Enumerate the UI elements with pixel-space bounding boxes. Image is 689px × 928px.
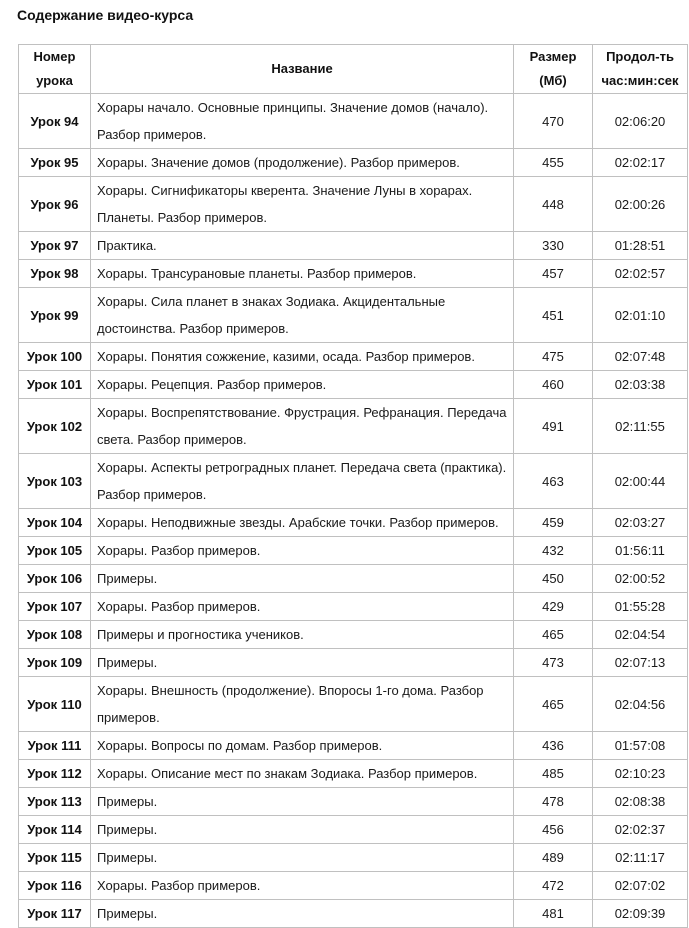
table-row (19, 593, 688, 621)
lesson-title-cell: Примеры. (91, 900, 514, 928)
table-row (19, 343, 688, 371)
duration-cell: 02:11:17 (593, 844, 688, 872)
table-header (19, 45, 688, 94)
duration-cell: 02:08:38 (593, 788, 688, 816)
column-header-duration: Продол-ть час:мин:сек (593, 45, 688, 94)
lesson-title-cell: Хорары. Воспрепятствование. Фрустрация. Рефранация. Передача света. Разбор примеров. (91, 399, 514, 454)
lesson-number-cell: Урок 96 (19, 177, 91, 232)
lesson-title-cell: Хорары. Значение домов (продолжение). Разбор примеров. (91, 149, 514, 177)
table-row (19, 732, 688, 760)
size-cell: 463 (514, 454, 593, 509)
duration-cell: 02:10:23 (593, 760, 688, 788)
table-row (19, 872, 688, 900)
lesson-title-cell: Хорары. Трансурановые планеты. Разбор примеров. (91, 260, 514, 288)
column-header-size: Размер (Мб) (514, 45, 593, 94)
table-row (19, 288, 688, 343)
duration-cell: 02:02:17 (593, 149, 688, 177)
size-cell: 448 (514, 177, 593, 232)
course-contents-table (18, 44, 688, 928)
lesson-title-cell: Хорары. Разбор примеров. (91, 537, 514, 565)
lesson-number-cell: Урок 104 (19, 509, 91, 537)
size-cell: 457 (514, 260, 593, 288)
table-row (19, 900, 688, 928)
table-row (19, 677, 688, 732)
table-row (19, 565, 688, 593)
lesson-title-cell: Примеры. (91, 649, 514, 677)
table-row (19, 649, 688, 677)
lesson-title-cell: Примеры. (91, 844, 514, 872)
size-cell: 475 (514, 343, 593, 371)
lesson-title-cell: Хорары. Неподвижные звезды. Арабские точки. Разбор примеров. (91, 509, 514, 537)
duration-cell: 02:04:54 (593, 621, 688, 649)
size-cell: 481 (514, 900, 593, 928)
duration-cell: 02:09:39 (593, 900, 688, 928)
duration-cell: 02:03:27 (593, 509, 688, 537)
lesson-title-cell: Хорары начало. Основные принципы. Значение домов (начало). Разбор примеров. (91, 94, 514, 149)
table-row (19, 621, 688, 649)
duration-cell: 02:04:56 (593, 677, 688, 732)
lesson-title-cell: Хорары. Вопросы по домам. Разбор примеров. (91, 732, 514, 760)
size-cell: 485 (514, 760, 593, 788)
lesson-title-cell: Примеры. (91, 565, 514, 593)
table-row (19, 816, 688, 844)
table-row (19, 537, 688, 565)
lesson-number-cell: Урок 112 (19, 760, 91, 788)
lesson-title-cell: Хорары. Сила планет в знаках Зодиака. Акцидентальные достоинства. Разбор примеров. (91, 288, 514, 343)
lesson-number-cell: Урок 102 (19, 399, 91, 454)
column-header-title: Название (91, 45, 514, 94)
duration-cell: 02:02:37 (593, 816, 688, 844)
duration-cell: 01:28:51 (593, 232, 688, 260)
size-cell: 470 (514, 94, 593, 149)
table-row (19, 371, 688, 399)
table-row (19, 94, 688, 149)
duration-cell: 01:55:28 (593, 593, 688, 621)
lesson-title-cell: Хорары. Рецепция. Разбор примеров. (91, 371, 514, 399)
duration-cell: 02:07:02 (593, 872, 688, 900)
duration-cell: 02:03:38 (593, 371, 688, 399)
size-cell: 472 (514, 872, 593, 900)
size-cell: 455 (514, 149, 593, 177)
lesson-title-cell: Практика. (91, 232, 514, 260)
table-row (19, 260, 688, 288)
duration-cell: 02:00:44 (593, 454, 688, 509)
size-cell: 450 (514, 565, 593, 593)
lesson-title-cell: Примеры. (91, 816, 514, 844)
lesson-number-cell: Урок 101 (19, 371, 91, 399)
lesson-number-cell: Урок 108 (19, 621, 91, 649)
page-title: Содержание видео-курса (17, 7, 194, 23)
table-row (19, 177, 688, 232)
table-row (19, 509, 688, 537)
lesson-number-cell: Урок 105 (19, 537, 91, 565)
lesson-title-cell: Хорары. Сигнификаторы кверента. Значение Луны в хорарах. Планеты. Разбор примеров. (91, 177, 514, 232)
size-cell: 459 (514, 509, 593, 537)
duration-cell: 02:11:55 (593, 399, 688, 454)
size-cell: 491 (514, 399, 593, 454)
size-cell: 429 (514, 593, 593, 621)
size-cell: 330 (514, 232, 593, 260)
lesson-title-cell: Хорары. Внешность (продолжение). Впоросы 1-го дома. Разбор примеров. (91, 677, 514, 732)
duration-cell: 02:06:20 (593, 94, 688, 149)
size-cell: 489 (514, 844, 593, 872)
lesson-number-cell: Урок 116 (19, 872, 91, 900)
lesson-number-cell: Урок 110 (19, 677, 91, 732)
lesson-title-cell: Хорары. Описание мест по знакам Зодиака. Разбор примеров. (91, 760, 514, 788)
duration-cell: 02:02:57 (593, 260, 688, 288)
lesson-number-cell: Урок 114 (19, 816, 91, 844)
table-body (19, 94, 688, 928)
size-cell: 436 (514, 732, 593, 760)
duration-cell: 01:57:08 (593, 732, 688, 760)
lesson-number-cell: Урок 100 (19, 343, 91, 371)
duration-cell: 02:01:10 (593, 288, 688, 343)
table-row (19, 232, 688, 260)
size-cell: 478 (514, 788, 593, 816)
table-row (19, 454, 688, 509)
lesson-number-cell: Урок 98 (19, 260, 91, 288)
lesson-title-cell: Хорары. Аспекты ретроградных планет. Передача света (практика). Разбор примеров. (91, 454, 514, 509)
size-cell: 465 (514, 677, 593, 732)
lesson-title-cell: Примеры. (91, 788, 514, 816)
lesson-title-cell: Хорары. Разбор примеров. (91, 872, 514, 900)
table-row (19, 399, 688, 454)
lesson-number-cell: Урок 103 (19, 454, 91, 509)
duration-cell: 01:56:11 (593, 537, 688, 565)
lesson-number-cell: Урок 109 (19, 649, 91, 677)
size-cell: 451 (514, 288, 593, 343)
duration-cell: 02:00:52 (593, 565, 688, 593)
lesson-number-cell: Урок 99 (19, 288, 91, 343)
lesson-number-cell: Урок 97 (19, 232, 91, 260)
column-header-lesson-number: Номер урока (19, 45, 91, 94)
table-row (19, 844, 688, 872)
lesson-number-cell: Урок 95 (19, 149, 91, 177)
table-row (19, 760, 688, 788)
lesson-number-cell: Урок 117 (19, 900, 91, 928)
size-cell: 460 (514, 371, 593, 399)
lesson-title-cell: Хорары. Разбор примеров. (91, 593, 514, 621)
lesson-title-cell: Хорары. Понятия сожжение, казими, осада. Разбор примеров. (91, 343, 514, 371)
lesson-number-cell: Урок 107 (19, 593, 91, 621)
size-cell: 432 (514, 537, 593, 565)
size-cell: 465 (514, 621, 593, 649)
duration-cell: 02:00:26 (593, 177, 688, 232)
lesson-number-cell: Урок 115 (19, 844, 91, 872)
duration-cell: 02:07:48 (593, 343, 688, 371)
lesson-number-cell: Урок 113 (19, 788, 91, 816)
lesson-number-cell: Урок 94 (19, 94, 91, 149)
size-cell: 473 (514, 649, 593, 677)
lesson-number-cell: Урок 111 (19, 732, 91, 760)
lesson-title-cell: Примеры и прогностика учеников. (91, 621, 514, 649)
table-row (19, 788, 688, 816)
table-row (19, 149, 688, 177)
lesson-number-cell: Урок 106 (19, 565, 91, 593)
size-cell: 456 (514, 816, 593, 844)
duration-cell: 02:07:13 (593, 649, 688, 677)
